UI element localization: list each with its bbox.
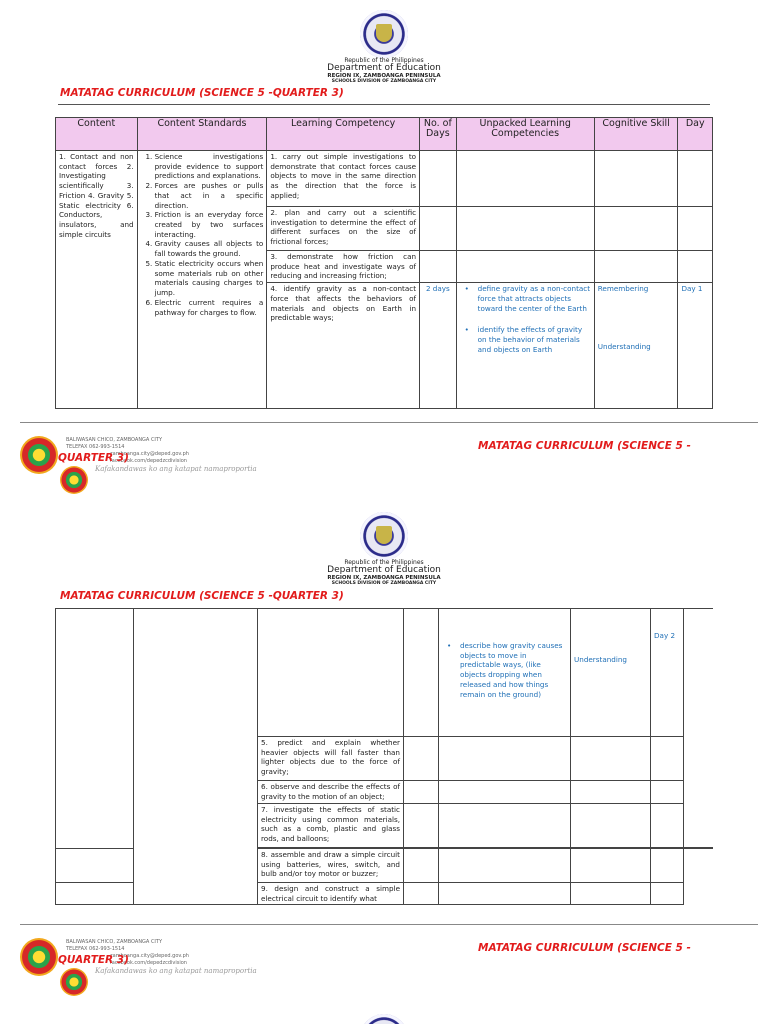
competency-cell: 4. identify gravity as a non-contact force that affects the behaviors of materials and objects on Earth in predictable ways; (267, 283, 420, 409)
unpacked-item: • define gravity as a non-contact force that attracts objects toward the center of the Earth (460, 284, 591, 313)
curriculum-table-continued (55, 608, 713, 905)
footer-telefax: TELEFAX 062-993-1514 (66, 946, 125, 952)
competency-cell: 3. demonstrate how friction can produce heat and investigate ways of reducing and increasing friction; (267, 251, 420, 283)
skill-understanding: Understanding (597, 341, 651, 351)
col-header-content: Content (56, 118, 138, 151)
unpacked-item: • identify the effects of gravity on the behavior of materials and objects on Earth (460, 325, 591, 354)
unpacked-item: • describe how gravity causes objects to move in predictable ways, (like objects dropping when released and how things remain on the ground) (442, 641, 567, 699)
day-value: Day 2 (651, 609, 684, 737)
competency-cell: 5. predict and explain whether heavier objects will fall faster than lighter objects due to the force of gravity; (258, 737, 404, 781)
col-header-unpacked: Unpacked Learning Competencies (456, 118, 594, 151)
footer-address: BALIWASAN CHICO, ZAMBOANGA CITY (66, 939, 163, 945)
content-cell: 1. Contact and non contact forces 2. Investigating scientifically 3. Friction 4. Gravity 5. Static electricity 6. Conductors, insulators, and simple circuits (56, 151, 138, 409)
col-header-competency: Learning Competency (267, 118, 420, 151)
footer-signature: Kafakandawas ko ang katapat namaproportia (95, 967, 257, 975)
footer-title: MATATAG CURRICULUM (SCIENCE 5 - (478, 942, 691, 954)
school-logo (60, 466, 88, 494)
footer-title: MATATAG CURRICULUM (SCIENCE 5 - (478, 440, 691, 452)
footer-address: BALIWASAN CHICO, ZAMBOANGA CITY (66, 437, 163, 443)
republic-text: Republic of the Philippines (344, 57, 424, 64)
region-text: REGION IX, ZAMBOANGA PENINSULA (327, 72, 441, 79)
col-header-skill: Cognitive Skill (594, 118, 678, 151)
days-value: 2 days (420, 283, 457, 409)
republic-text: Republic of the Philippines (344, 559, 424, 566)
region-text: REGION IX, ZAMBOANGA PENINSULA (327, 574, 441, 581)
standard-item: 3. Friction is an everyday force created by two surfaces interacting. (155, 210, 264, 239)
deped-header (284, 58, 484, 84)
competency-cell: 9. design and construct a simple electrical circuit to identify what (258, 883, 404, 905)
competency-cell: 6. observe and describe the effects of gravity to the motion of an object; (258, 781, 404, 804)
footer-telefax: TELEFAX 062-993-1514 (66, 444, 125, 450)
footer-divider (20, 422, 758, 423)
competency-cell: 7. investigate the effects of static electricity using common materials, such as a comb, plastic and glass rods, and balloons; (258, 804, 404, 848)
competency-cell: 1. carry out simple investigations to demonstrate that contact forces cause objects to move in the same direction as the direction that the force is applied; (267, 151, 420, 207)
footer-facebook: facebook.com/depedzcdivision (110, 458, 187, 464)
footer-email: zamboanga.city@deped.gov.ph (110, 953, 189, 959)
footer-facebook: facebook.com/depedzcdivision (110, 960, 187, 966)
page-title: MATATAG CURRICULUM (SCIENCE 5 -QUARTER 3) (60, 590, 344, 602)
col-header-days: No. of Days (420, 118, 457, 151)
deped-seal (360, 512, 408, 560)
deped-seal (360, 10, 408, 58)
curriculum-table (55, 117, 713, 409)
skill-remembering: Remembering (597, 284, 649, 294)
footer-quarter-text: QUARTER 3) (58, 954, 129, 966)
col-header-day: Day (678, 118, 713, 151)
col-header-standards: Content Standards (137, 118, 267, 151)
division-logo (20, 436, 58, 474)
standard-item: 2. Forces are pushes or pulls that act in a specific direction. (155, 181, 264, 210)
competency-cell: 8. assemble and draw a simple circuit using batteries, wires, switch, and bulb and/or toy motor or buzzer; (258, 849, 404, 883)
unpacked-cell (456, 283, 594, 409)
deped-seal (360, 1014, 408, 1024)
division-text: SCHOOLS DIVISION OF ZAMBOANGA CITY (331, 78, 437, 84)
day-value: Day 1 (678, 283, 713, 409)
competency-cell: 2. plan and carry out a scientific investigation to determine the effect of different surfaces on the size of frictional forces; (267, 207, 420, 251)
title-divider (58, 104, 710, 105)
standard-item: 1. Science investigations provide evidence to support predictions and explanations. (155, 152, 264, 181)
page-title: MATATAG CURRICULUM (SCIENCE 5 -QUARTER 3) (60, 87, 344, 99)
department-text: Department of Education (327, 565, 441, 576)
standard-item: 6. Electric current requires a pathway for charges to flow. (155, 298, 264, 317)
skill-cell (594, 283, 678, 409)
footer-divider (20, 924, 758, 925)
footer-quarter-text: QUARTER 3) (58, 452, 129, 464)
division-text: SCHOOLS DIVISION OF ZAMBOANGA CITY (331, 580, 437, 586)
department-text: Department of Education (327, 63, 441, 74)
footer-signature: Kafakandawas ko ang katapat namaproportia (95, 465, 257, 473)
skill-cell: Understanding (571, 609, 651, 737)
standard-item: 4. Gravity causes all objects to fall towards the ground. (155, 239, 264, 258)
unpacked-cell (439, 609, 571, 737)
standards-cell (137, 151, 267, 409)
division-logo (20, 938, 58, 976)
school-logo (60, 968, 88, 996)
deped-header (284, 560, 484, 586)
footer-email: zamboanga.city@deped.gov.ph (110, 451, 189, 457)
standard-item: 5. Static electricity occurs when some materials rub on other materials causing charges to jump. (155, 259, 264, 298)
